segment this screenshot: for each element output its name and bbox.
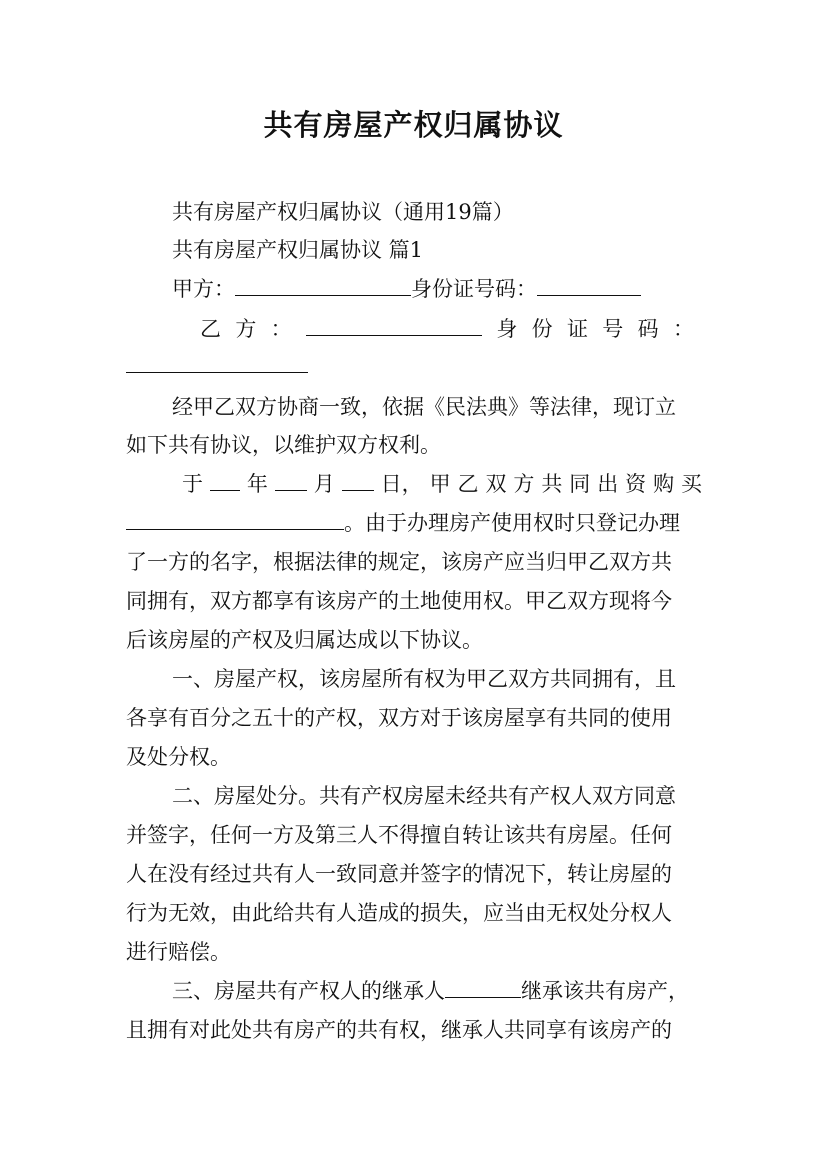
heir-blank — [445, 977, 521, 998]
property-blank — [126, 509, 344, 530]
party-b-char: 码 — [637, 317, 659, 341]
para2-line5: 后该房屋的产权及归属达成以下协议。 — [126, 628, 483, 652]
party-b-char: 方 — [235, 317, 257, 341]
para2-text: 于 — [182, 472, 203, 496]
para2-text: 甲 — [429, 472, 451, 496]
para2-text: 资 — [625, 472, 647, 496]
para2-line2 — [126, 509, 706, 537]
para2-text: 出 — [597, 472, 619, 496]
para2-text: 。由于办理房产使用权时只登记办理 — [344, 511, 680, 535]
party-b-char: ： — [672, 317, 694, 341]
document-title: 共有房屋产权归属协议 — [263, 108, 564, 142]
party-b-char: 证 — [566, 317, 588, 341]
party-b-id-line — [126, 352, 706, 380]
para2-line4: 同拥有，双方都享有该房产的土地使用权。甲乙双方现将今 — [126, 589, 672, 613]
para4-line3: 人在没有经过共有人一致同意并签字的情况下，转让房屋的 — [126, 862, 672, 886]
month-blank — [275, 470, 307, 491]
para2-text: 方 — [513, 472, 535, 496]
chapter-heading: 共有房屋产权归属协议 篇1 — [172, 238, 424, 262]
party-a-label: 甲方： — [172, 277, 235, 301]
year-blank — [210, 470, 240, 491]
party-b-char: ： — [270, 317, 292, 341]
para1-line1: 经甲乙双方协商一致，依据《民法典》等法律，现订立 — [172, 395, 676, 419]
party-b-line — [200, 315, 694, 343]
para1-line2: 如下共有协议，以维护双方权利。 — [126, 433, 441, 457]
para2-line1 — [182, 470, 702, 498]
party-a-id-blank — [537, 275, 641, 296]
party-a-line — [172, 275, 706, 303]
party-b-id-blank — [126, 352, 308, 373]
para2-text: 月 — [313, 472, 335, 496]
para2-text: 共 — [541, 472, 563, 496]
para3-line3: 及处分权。 — [126, 745, 231, 769]
para3-line1: 一、房屋产权，该房屋所有权为甲乙双方共同拥有，且 — [172, 667, 676, 691]
para2-text: 日， — [380, 472, 423, 496]
para2-text: 买 — [681, 472, 702, 496]
para2-text: 乙 — [457, 472, 479, 496]
party-a-id-label: 身份证号码： — [411, 277, 537, 301]
para4-line1: 二、房屋处分。共有产权房屋未经共有产权人双方同意 — [172, 784, 676, 808]
para5-line2: 且拥有对此处共有房产的共有权，继承人共同享有该房产的 — [126, 1018, 672, 1042]
para2-line3: 了一方的名字，根据法律的规定，该房产应当归甲乙双方共 — [126, 550, 672, 574]
party-b-char: 份 — [531, 317, 553, 341]
para2-text: 同 — [569, 472, 591, 496]
para5-line1 — [172, 977, 706, 1005]
para2-text: 年 — [246, 472, 268, 496]
para2-text: 购 — [653, 472, 675, 496]
para2-text: 双 — [485, 472, 507, 496]
party-b-name-blank — [306, 315, 482, 336]
party-b-char: 号 — [602, 317, 624, 341]
para4-line4: 行为无效，由此给共有人造成的损失，应当由无权处分权人 — [126, 901, 672, 925]
para3-line2: 各享有百分之五十的产权，双方对于该房屋享有共同的使用 — [126, 706, 672, 730]
party-b-char: 乙 — [200, 317, 221, 341]
day-blank — [342, 470, 374, 491]
subtitle: 共有房屋产权归属协议（通用19篇） — [172, 200, 514, 224]
para5-text: 继承该共有房产， — [521, 979, 689, 1003]
party-a-name-blank — [235, 275, 411, 296]
para5-text: 三、房屋共有产权人的继承人 — [172, 979, 445, 1003]
party-b-char: 身 — [496, 317, 518, 341]
para4-line2: 并签字，任何一方及第三人不得擅自转让该共有房屋。任何 — [126, 823, 672, 847]
para4-line5: 进行赔偿。 — [126, 940, 231, 964]
